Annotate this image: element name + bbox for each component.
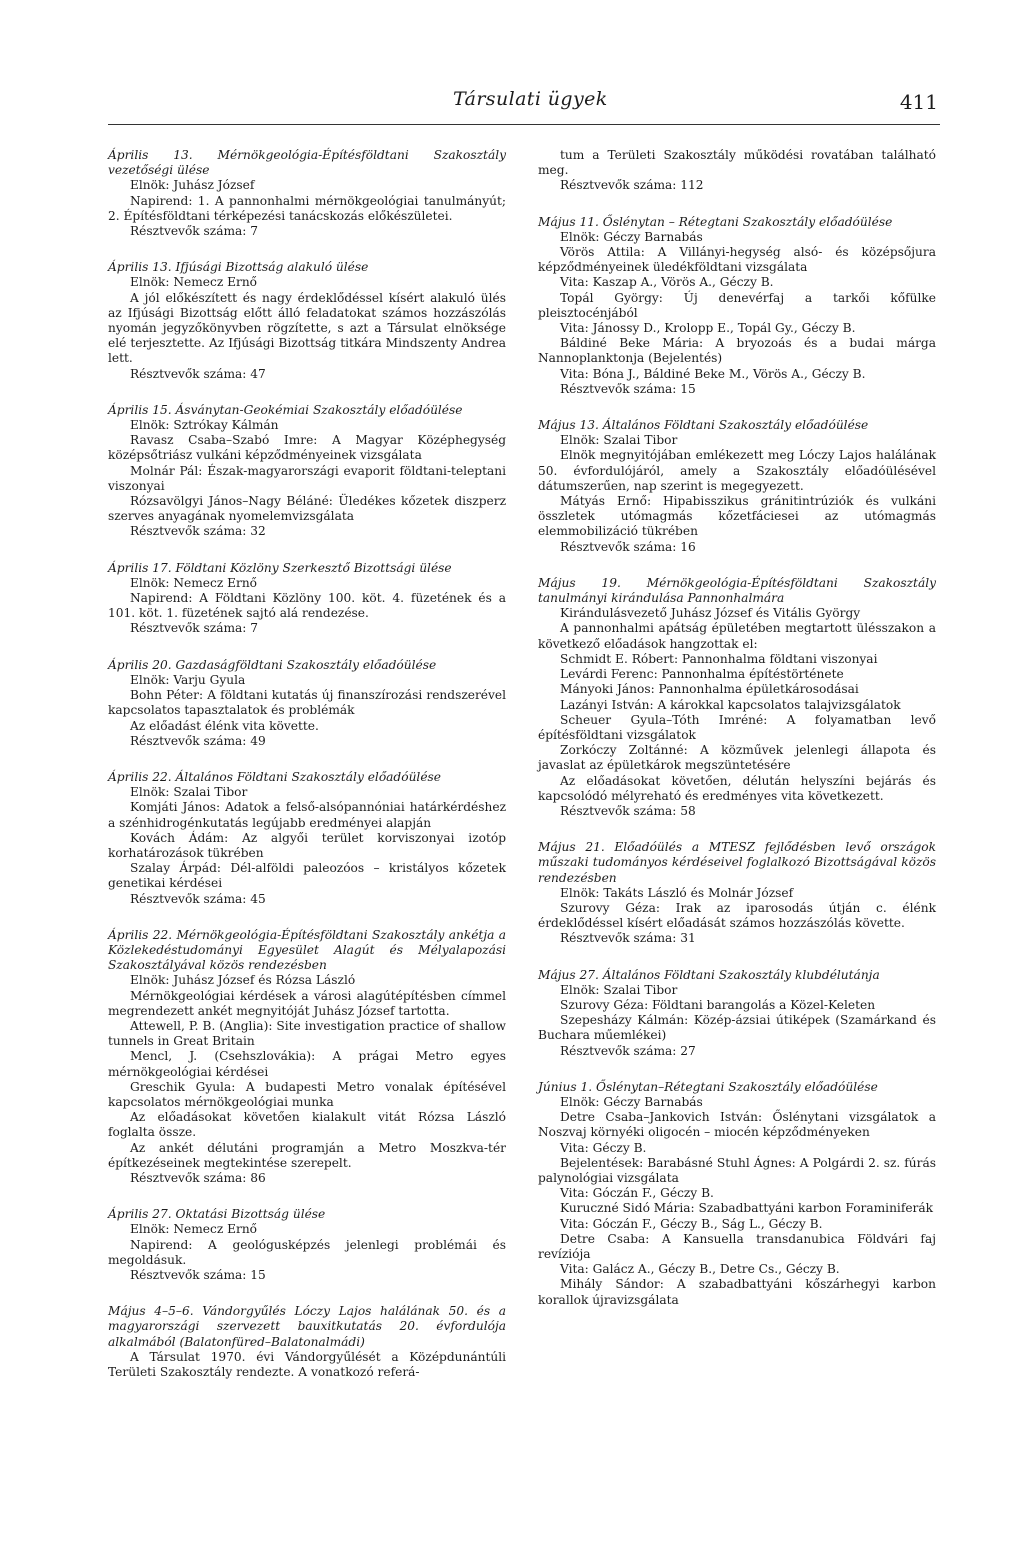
meeting-line: Szurovy Géza: Irak az iparosodás útján c. élénk érdeklődéssel kísért előadását számos hozzászólás követte. — [538, 900, 936, 931]
meeting-line: Résztvevők száma: 7 — [130, 621, 259, 636]
meeting-line: Elnök: Géczy Barnabás — [560, 229, 703, 244]
meeting-title: Május 21. Előadóülés a MTESZ fejlődésben levő országok műszaki tudományos kérdéseivel foglalkozó Bizottságával közös rendezésben — [538, 840, 936, 885]
meeting-line: Schmidt E. Róbert: Pannonhalma földtani viszonyai — [560, 651, 878, 666]
meeting-line: Elnök: Juhász József és Rózsa László — [130, 973, 356, 988]
meeting-entry — [108, 770, 506, 907]
meeting-line: Molnár Pál: Észak-magyarországi evaporit földtani-teleptani viszonyai — [108, 463, 506, 493]
meeting-line: Komjáti János: Adatok a felső-alsópannóniai határkérdéshez a szénhidrogénkutatás legújabb eredményei alapján — [108, 800, 506, 830]
meeting-line: Vörös Attila: A Villányi-hegység alsó- és középsőjura képződményeinek üledékföldtani vizsgálata — [538, 245, 936, 275]
meeting-title: Május 13. Általános Földtani Szakosztály előadóülése — [538, 418, 869, 433]
meeting-title: Április 22. Mérnökgeológia-Építésföldtani Szakosztály ankétja a Közlekedéstudományi Egyesület Alagút és Mélyalapozási Szakosztályával közös rendezésben — [108, 927, 506, 973]
meeting-line: Résztvevők száma: 112 — [560, 178, 704, 193]
meeting-line: Szurovy Géza: Földtani barangolás a Közel-Keleten — [560, 997, 876, 1012]
meeting-line: Elnök: Szalai Tibor — [560, 433, 678, 448]
meeting-title: Május 4–5–6. Vándorgyűlés Lóczy Lajos halálának 50. és a magyarországi szervezett bauxitkutatás 20. évfordulója alkalmából (Balatonfüred–Balatonalmádi) — [108, 1304, 506, 1349]
meeting-line: Ravasz Csaba–Szabó Imre: A Magyar Középhegység középsőtriász vulkáni képződményeinek vizsgálata — [108, 433, 506, 463]
meeting-line: Vita: Galácz A., Géczy B., Detre Cs., Géczy B. — [560, 1262, 840, 1277]
meeting-line: Az előadásokat követően, délután helyszíni bejárás és kapcsolódó mélyreható és eredményes vita következett. — [538, 773, 936, 803]
meeting-line: Elnök: Juhász József — [130, 178, 255, 193]
meeting-line: Kirándulásvezető Juhász József és Vitális György — [560, 606, 861, 621]
meeting-title: Április 20. Gazdaságföldtani Szakosztály előadóülése — [108, 657, 437, 672]
meeting-line: A Társulat 1970. évi Vándorgyűlését a Középdunántúli Területi Szakosztály rendezte. A vonatkozó referá- — [108, 1349, 506, 1380]
meeting-title: Április 22. Általános Földtani Szakosztály előadóülése — [108, 769, 441, 784]
meeting-line: Elnök: Géczy Barnabás — [560, 1094, 703, 1109]
meeting-title: Április 27. Oktatási Bizottság ülése — [108, 1207, 326, 1222]
meeting-title: Június 1. Őslénytan–Rétegtani Szakosztály előadóülése — [538, 1079, 878, 1094]
meeting-line: Levárdi Ferenc: Pannonhalma építéstörténete — [560, 667, 844, 682]
meeting-line: Zorkóczy Zoltánné: A közművek jelenlegi állapota és javaslat az épületkárok megszüntetésére — [538, 743, 936, 773]
meeting-line: Résztvevők száma: 32 — [130, 524, 266, 539]
meeting-line: Detre Csaba: A Kansuella transdanubica Földvári faj revíziója — [538, 1231, 936, 1261]
meeting-title: Április 17. Földtani Közlöny Szerkesztő Bizottsági ülése — [108, 560, 452, 575]
meeting-line: A pannonhalmi apátság épületében megtartott ülésszakon a következő előadások hangzottak el: — [538, 621, 936, 651]
meeting-line: Elnök: Takáts László és Molnár József — [560, 885, 794, 900]
meeting-entry — [538, 968, 936, 1059]
meeting-line: Elnök: Varju Gyula — [130, 672, 246, 687]
meeting-line: Vita: Jánossy D., Krolopp E., Topál Gy., Géczy B. — [560, 321, 856, 336]
meeting-title: Április 13. Ifjúsági Bizottság alakuló ülése — [108, 260, 369, 275]
meeting-line: Greschik Gyula: A budapesti Metro vonalak építésével kapcsolatos mérnökgeológiai munka — [108, 1079, 506, 1109]
meeting-line: Résztvevők száma: 15 — [560, 381, 696, 396]
meeting-entry — [108, 1207, 506, 1283]
meeting-line: Résztvevők száma: 31 — [560, 931, 696, 946]
left-column — [108, 148, 506, 1401]
meeting-line: Kuruczné Sidó Mária: Szabadbattyáni karbon Foraminiferák — [560, 1201, 934, 1216]
meeting-line: Vita: Góczán F., Géczy B., Ság L., Géczy B. — [560, 1216, 823, 1231]
meeting-line: Elnök: Szalai Tibor — [130, 785, 248, 800]
meeting-entry — [108, 658, 506, 749]
meeting-line: Résztvevők száma: 49 — [130, 733, 266, 748]
meeting-line: Résztvevők száma: 86 — [130, 1170, 266, 1185]
meeting-line: Bejelentések: Barabásné Stuhl Ágnes: A Polgárdi 2. sz. fúrás palynológiai vizsgálata — [538, 1155, 936, 1185]
meeting-entry — [538, 576, 936, 819]
meeting-entry — [108, 928, 506, 1186]
meeting-line: Napirend: A geológusképzés jelenlegi problémái és megoldásuk. — [108, 1237, 506, 1267]
meeting-line: Napirend: A Földtani Közlöny 100. köt. 4. füzetének és a 101. köt. 1. füzetének sajtó alá rendezése. — [108, 591, 506, 621]
meeting-line: Vita: Bóna J., Báldiné Beke M., Vörös A., Géczy B. — [560, 366, 866, 381]
meeting-line: Résztvevők száma: 47 — [130, 366, 266, 381]
meeting-line: Attewell, P. B. (Anglia): Site investigation practice of shallow tunnels in Great Britain — [108, 1018, 506, 1049]
meeting-line: Elnök: Szalai Tibor — [560, 982, 678, 997]
meeting-line: Résztvevők száma: 27 — [560, 1043, 696, 1058]
meeting-entry — [108, 561, 506, 637]
meeting-line: tum a Területi Szakosztály működési rovatában található meg. — [538, 148, 936, 178]
meeting-line: Mátyás Ernő: Hipabisszikus gránitintrúziók és vulkáni összletek utómagmás kőzetfáciesei az utómagmás elemmobilizáció tükrében — [538, 494, 936, 539]
meeting-title: Május 11. Őslénytan – Rétegtani Szakosztály előadóülése — [538, 214, 893, 229]
meeting-line: Rózsavölgyi János–Nagy Béláné: Üledékes kőzetek diszperz szerves anyagának nyomelemvizsgálata — [108, 494, 506, 524]
meeting-title: Április 13. Mérnökgeológia-Építésföldtani Szakosztály vezetőségi ülése — [108, 148, 506, 178]
meeting-line: Báldiné Beke Mária: A bryozoás és a budai márga Nannoplanktonja (Bejelentés) — [538, 336, 936, 366]
meeting-entry — [108, 1304, 506, 1380]
meeting-line: Scheuer Gyula–Tóth Imréné: A folyamatban levő építésföldtani vizsgálatok — [538, 712, 936, 742]
meeting-title: Május 19. Mérnökgeológia-Építésföldtani Szakosztály tanulmányi kirándulása Pannonhalmára — [538, 575, 936, 606]
meeting-line: Elnök: Sztrókay Kálmán — [130, 418, 279, 433]
meeting-line: Kovách Ádám: Az algyői terület korviszonyai izotóp korhatározások tükrében — [108, 830, 506, 860]
meeting-line: Elnök megnyitójában emlékezett meg Lóczy Lajos halálának 50. évfordulójáról, amely a Szakosztály előadóülésével dátumszerűen, nap szerint is megegyezett. — [538, 448, 936, 493]
meeting-entry — [538, 840, 936, 946]
meeting-line: Résztvevők száma: 58 — [560, 803, 696, 818]
meeting-line: Szalay Árpád: Dél-alföldi paleozóos – kristályos kőzetek genetikai kérdései — [108, 861, 506, 891]
meeting-line: Elnök: Nemecz Ernő — [130, 1222, 258, 1237]
meeting-line: Vita: Góczán F., Géczy B. — [560, 1186, 714, 1201]
meeting-entry — [538, 418, 936, 555]
right-column — [538, 148, 936, 1329]
meeting-line: Mihály Sándor: A szabadbattyáni kőszárhegyi karbon korallok újravizsgálata — [538, 1277, 936, 1307]
meeting-line: Résztvevők száma: 15 — [130, 1268, 266, 1282]
meeting-entry — [538, 148, 936, 194]
meeting-line: Elnök: Nemecz Ernő — [130, 275, 258, 290]
meeting-line: Mányoki János: Pannonhalma épületkárosodásai — [560, 682, 859, 697]
meeting-line: Elnök: Nemecz Ernő — [130, 575, 258, 590]
meeting-line: Vita: Géczy B. — [560, 1140, 647, 1155]
meeting-line: A jól előkészített és nagy érdeklődéssel kísért alakuló ülés az Ifjúsági Bizottság előtt álló feladatokat számos hozzászólás nyomán jegyzőkönyvben rögzítette, s azt a Társulat elnöksége elé terjesztette. Az Ifjúsági Bizottság titkára Mindszenty Andrea lett. — [108, 290, 506, 366]
page-header — [108, 88, 940, 125]
meeting-line: Az előadást élénk vita követte. — [130, 718, 319, 733]
meeting-line: Résztvevők száma: 45 — [130, 891, 266, 906]
meeting-line: Az ankét délutáni programján a Metro Moszkva-tér építkezéseinek megtekintése szerepelt. — [108, 1140, 506, 1170]
meeting-title: Május 27. Általános Földtani Szakosztály klubdélutánja — [538, 967, 880, 982]
meeting-line: Vita: Kaszap A., Vörös A., Géczy B. — [560, 275, 774, 290]
meeting-title: Április 15. Ásványtan-Geokémiai Szakosztály előadóülése — [108, 402, 463, 417]
running-head: Társulati ügyek — [453, 88, 608, 110]
meeting-line: Résztvevők száma: 7 — [130, 224, 259, 239]
meeting-line: Résztvevők száma: 16 — [560, 539, 696, 554]
meeting-line: Napirend: 1. A pannonhalmi mérnökgeológiai tanulmányút; 2. Építésföldtani térképezési tanácskozás előkészületei. — [108, 193, 506, 223]
meeting-entry — [108, 403, 506, 540]
meeting-line: Lazányi István: A károkkal kapcsolatos talajvizsgálatok — [560, 697, 901, 712]
meeting-entry — [108, 260, 506, 382]
meeting-line: Az előadásokat követően kialakult vitát Rózsa László foglalta össze. — [108, 1110, 506, 1140]
meeting-entry — [538, 1080, 936, 1308]
meeting-entry — [538, 215, 936, 397]
meeting-line: Detre Csaba–Jankovich István: Őslénytani vizsgálatok a Noszvaj környéki oligocén – miocén képződményeken — [538, 1110, 936, 1140]
meeting-line: Szepesházy Kálmán: Közép-ázsiai útiképek (Szamárkand és Buchara műemlékei) — [538, 1013, 936, 1043]
meeting-line: Mencl, J. (Csehszlovákia): A prágai Metro egyes mérnökgeológiai kérdései — [108, 1049, 506, 1079]
meeting-line: Bohn Péter: A földtani kutatás új finanszírozási rendszerével kapcsolatos tapasztalatok és problémák — [108, 688, 506, 718]
meeting-line: Topál György: Új denevérfaj a tarkői kőfülke pleisztocénjából — [538, 290, 936, 320]
page-number: 411 — [899, 90, 938, 114]
meeting-line: Mérnökgeológiai kérdések a városi alagútépítésben címmel megrendezett ankét megnyitóját Juhász József tartotta. — [108, 988, 506, 1018]
meeting-entry — [108, 148, 506, 239]
